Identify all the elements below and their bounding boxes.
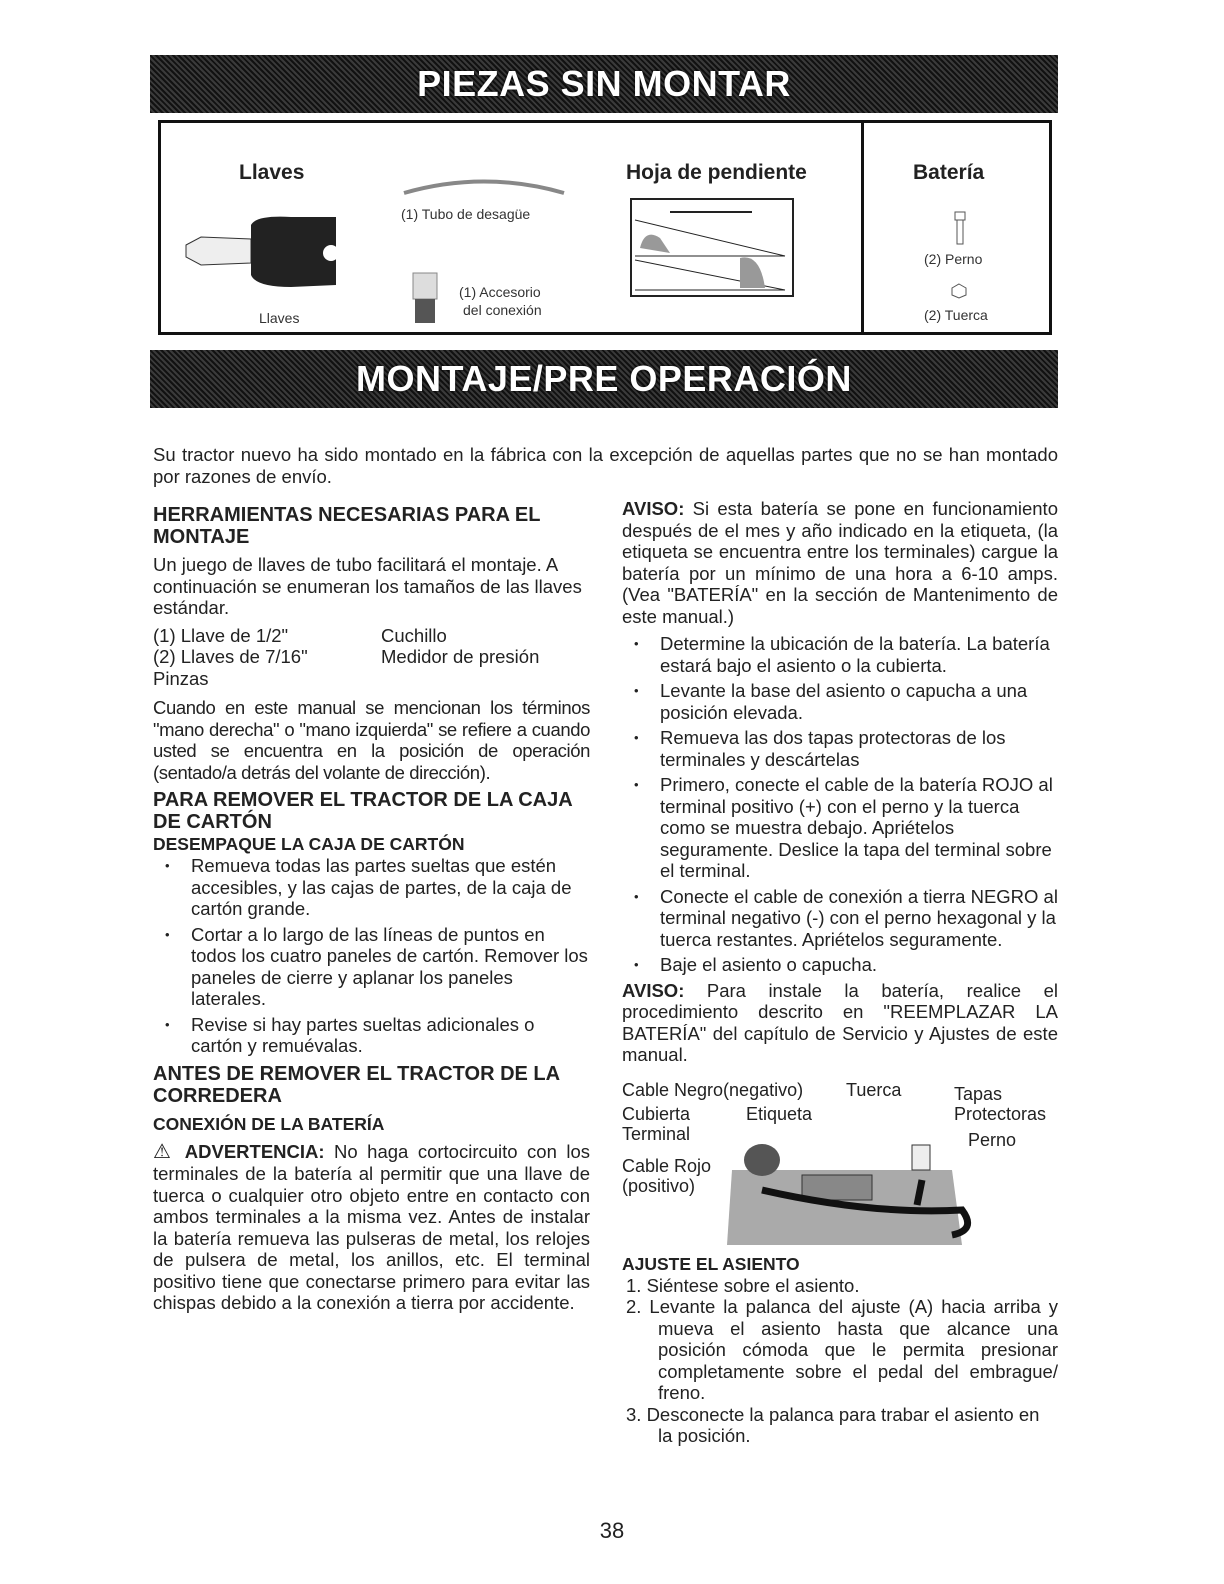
hands-text: Cuando en este manual se mencionan los términos "mano derecha" o "mano izquierda" se refiere a cuando usted se encuentra en la posición de operación (sentado/a detrás del volante de dirección). [153,697,590,783]
key-icon [181,215,361,290]
drain-tube-icon [399,175,569,200]
tool-item: (2) Llaves de 7/16" [153,646,308,667]
tools-list [153,625,590,690]
llaves-caption: Llaves [259,310,300,326]
aviso-battery [622,498,1058,627]
battery-step: • Conecte el cable de conexión a tierra NEGRO al terminal negativo (-) con el perno hexagonal y la tuerca restantes. Apriételos seguramente. [622,886,1058,951]
tool-item: (1) Llave de 1/2" [153,624,289,646]
tool-item [381,668,590,690]
tubo-label: (1) Tubo de desagüe [401,206,531,222]
label-protectoras: Protectoras [954,1103,1047,1124]
tool-item: Cuchillo [381,624,447,646]
battery-step: • Levante la base del asiento o capucha a una posición elevada. [622,680,1058,723]
label-terminal: Terminal [622,1123,691,1144]
hoja-title: Hoja de pendiente [626,161,807,184]
heading-remove: PARA REMOVER EL TRACTOR DE LA CAJA DE CARTÓN [153,789,572,833]
accesorio-line1: (1) Accesorio [459,284,541,300]
aviso-label: AVISO: [622,498,685,519]
aviso-install [622,980,1058,1066]
heading-tools: HERRAMIENTAS NECESARIAS PARA EL MONTAJE [153,504,541,548]
label-tapas: Tapas [954,1083,1003,1104]
label-positivo: (positivo) [622,1175,696,1196]
tool-item: Pinzas [153,667,209,689]
label-cubierta: Cubierta [622,1103,691,1124]
accesorio-line2: del conexión [463,302,542,318]
label-tuerca: Tuerca [846,1079,902,1100]
tuerca-label: (2) Tuerca [924,307,988,323]
unpack-step: • Revise si hay partes sueltas adicionales o cartón y remuévalas. [153,1014,590,1057]
label-cable-negro: Cable Negro(negativo) [622,1079,804,1100]
fitting-icon [411,271,441,326]
battery-diagram [622,1080,1058,1245]
section-banner-piezas: PIEZAS SIN MONTAR [150,55,1058,113]
aviso-body: Para instale la batería, realice el procedimiento descrito en "REEMPLAZAR LA BATERÍA" del capítulo de Servicio y Ajustes de este manual. [622,979,1058,1065]
bateria-title: Batería [913,161,985,184]
battery-step: • Primero, conecte el cable de la batería ROJO al terminal positivo (+) con el perno y la tuerca como se muestra debajo. Apriételos seguramente. Deslice la tapa del terminal sobre el terminal. [622,774,1058,882]
perno-label: (2) Perno [924,251,983,267]
aviso-body: Si esta batería se pone en funcionamiento después de el mes y año indicado en la etiqueta, (la etiqueta se encuentra entre los terminales) cargue la batería por un mínimo de una hora a 6-10 amps.(Vea "BATERÍA" en la sección de Mantenimento de este manual.) [622,498,1058,627]
unpack-step: • Remueva todas las partes sueltas que estén accesibles, y las cajas de partes, de la caja de cartón grande. [153,855,590,920]
llaves-title: Llaves [239,161,305,184]
page-number: 38 [599,1518,625,1543]
battery-step: • Baje el asiento o capucha. [622,954,1058,976]
battery-illustration [722,1120,972,1245]
warning-body: No haga cortocircuito con los terminales de la batería al permitir que una llave de tuerca o cualquier otro objeto entre en contacto con ambos terminales a la misma vez. Antes de instalar la batería remueva las pulseras de metal, los relojes de pulsera de metal, los anillos, etc. El terminal positivo tiene que conectarse primero para evitar las chispas debido a la conexión a tierra por accidente. [153,1140,590,1313]
label-cable-rojo: Cable Rojo [622,1155,712,1176]
aviso-label: AVISO: [622,979,685,1001]
seat-step: 3. Desconecte la palanca para trabar el asiento en la posición. [626,1403,1040,1446]
section-banner-montaje: MONTAJE/PRE OPERACIÓN [150,350,1058,408]
tools-intro: Un juego de llaves de tubo facilitará el montaje. A continuación se enumeran los tamaños de las llaves estándar. [153,554,582,618]
tool-item: Medidor de presión [381,646,540,667]
warning-label: ADVERTENCIA: [184,1140,325,1162]
battery-step: • Determine la ubicación de la batería. La batería estará bajo el asiento o la cubierta. [622,633,1058,676]
warning-icon: ⚠ [153,1140,176,1163]
heading-seat: AJUSTE EL ASIENTO [622,1253,800,1274]
divider [861,123,864,332]
label-etiqueta: Etiqueta [746,1103,813,1124]
nut-icon [951,283,967,299]
seat-step: 1. Siéntese sobre el asiento. [626,1274,860,1296]
warning-text [153,1141,590,1314]
accesorio-label [459,283,542,319]
unpack-step: • Cortar a lo largo de las líneas de puntos en todos los cuatro paneles de cartón. Remover los paneles de cierre y aplanar los paneles laterales. [153,924,590,1010]
seat-step: 2. Levante la palanca del ajuste (A) hacia arriba y mueva el asiento hasta que alcance una posición cómoda que le permita presionar completamente sobre el pedal del embrague/ freno. [626,1296,1058,1403]
heading-before: ANTES DE REMOVER EL TRACTOR DE LA CORREDERA [153,1062,560,1107]
parts-box [158,120,1052,335]
heading-unpack: DESEMPAQUE LA CAJA DE CARTÓN [153,834,465,854]
battery-step: • Remueva las dos tapas protectoras de los terminales y descártelas [622,727,1058,770]
bolt-icon [953,211,967,245]
slope-sheet-icon [630,198,795,298]
heading-connection: CONEXIÓN DE LA BATERÍA [153,1113,385,1134]
right-column [622,498,1058,1447]
left-column [153,498,590,1320]
intro-text: Su tractor nuevo ha sido montado en la fábrica con la excepción de aquellas partes que no se han montado por razones de envío. [153,444,1058,487]
label-perno: Perno [968,1129,1017,1150]
